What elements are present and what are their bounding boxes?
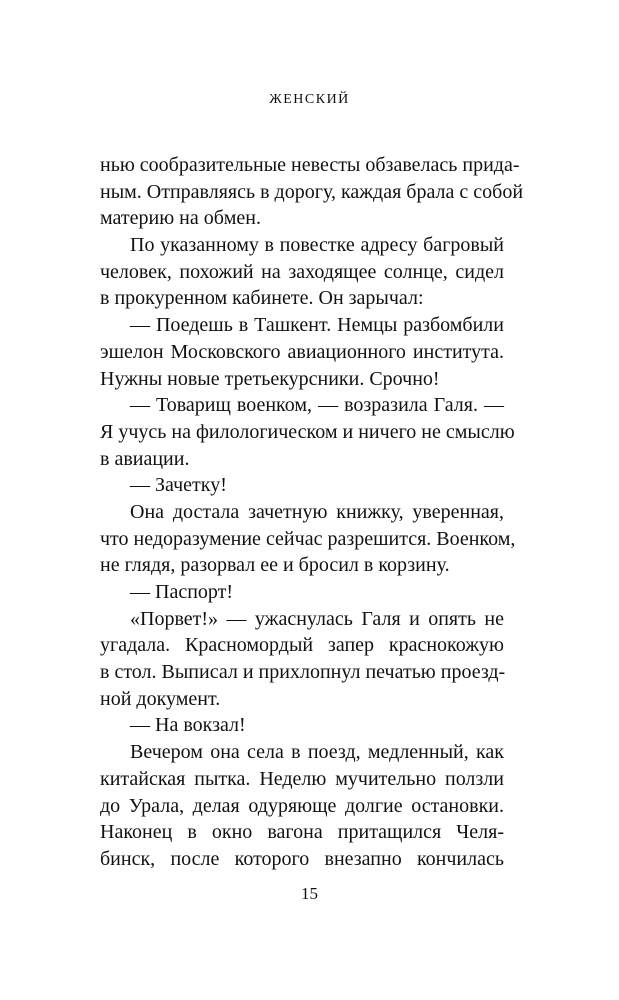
body-text [100,152,524,873]
text-line: человек, похожий на заходящее солнце, сидел [100,260,504,283]
text-line: «Порвет!» — ужаснулась Галя и опять не [130,607,504,630]
text-line: не глядя, разорвал ее и бросил в корзину. [100,554,450,577]
text-line: — Поедешь в Ташкент. Немцы разбомбили [130,314,504,337]
text-line: в стол. Выписал и прихлопнул печатью проезд- [100,661,506,684]
text-line: — На вокзал! [130,714,246,737]
text-line: до Урала, делая одуряюще долгие остановки. [100,794,504,817]
text-line: в прокуренном кабинете. Он зарычал: [100,287,424,310]
text-line: — Зачетку! [130,474,227,497]
text-line: в авиации. [100,447,190,470]
text-line: Вечером она села в поезд, медленный, как [130,741,504,764]
text-line: Наконец в окно вагона притащился Челя- [100,821,504,844]
text-line: ным. Отправляясь в дорогу, каждая брала с собой [100,180,524,203]
running-head: ЖЕНСКИЙ [269,92,350,107]
text-line: — Товарищ военком, — возразила Галя. — [130,394,504,417]
text-line: китайская пытка. Неделю мучительно ползли [100,767,504,790]
text-line: ной документ. [100,687,221,710]
text-line: что недоразумение сейчас разрешится. Военком, [100,527,516,550]
text-line: Нужны новые третьекурсники. Срочно! [100,367,440,390]
text-line: — Паспорт! [130,581,234,603]
text-line: материю на обмен. [100,207,261,230]
text-line: Она достала зачетную книжку, уверенная, [130,500,504,523]
text-line: эшелон Московского авиационного института. [100,340,504,363]
text-line: угадала. Красномордый запер краснокожую [100,634,504,657]
page-number: 15 [301,884,318,903]
text-line: нью сообразительные невесты обзавелась прида- [100,154,520,176]
text-line: бинск, после которого внезапно кончилась [100,847,504,870]
text-line: Я учусь на филологическом и ничего не смыслю [100,420,515,443]
text-line: По указанному в повестке адресу багровый [130,234,504,257]
